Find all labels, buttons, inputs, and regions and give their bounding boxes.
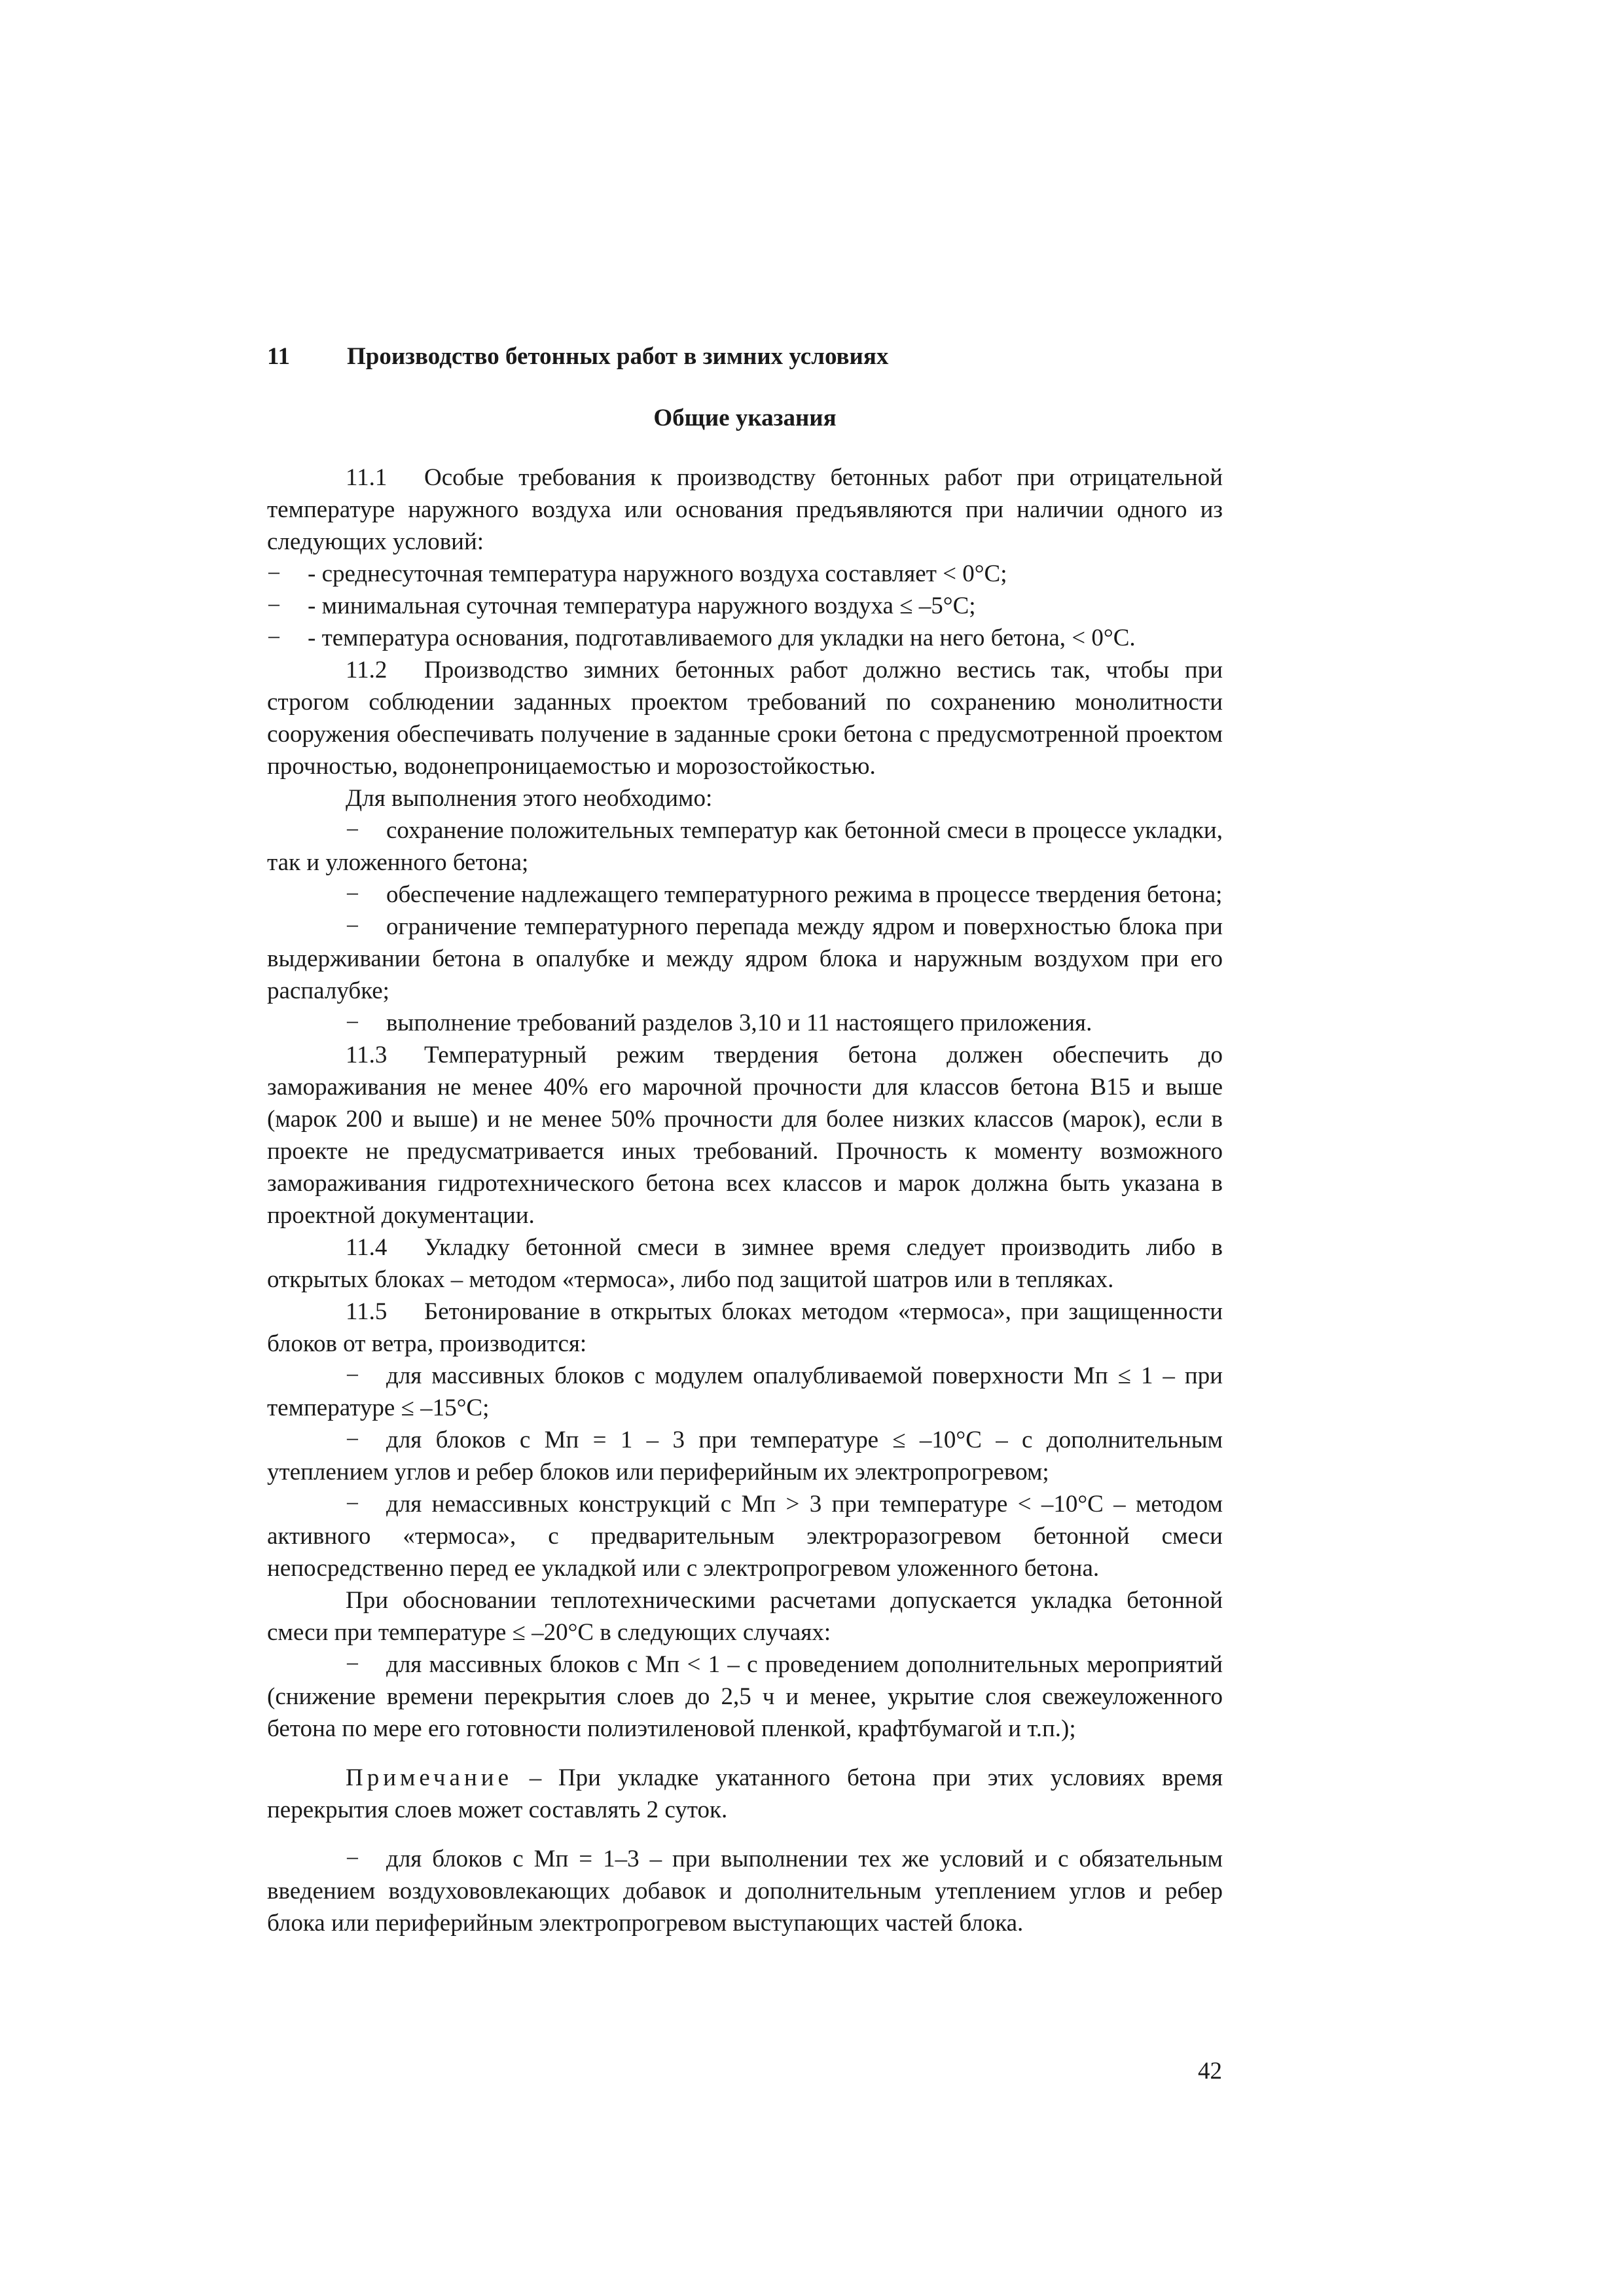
list-intro: Для выполнения этого необходимо: [346, 785, 713, 812]
page-number: 42 [1198, 2058, 1222, 2085]
list-item-text: обеспечение надлежащего температурного режима в процессе твердения бетона; [386, 881, 1223, 908]
list-item-text: - температура основания, подготавливаемого для укладки на него бетона, < 0°С. [308, 625, 1136, 651]
list-item-text: для блоков с Мп = 1–3 – при выполнении тех же условий и с обязательным введением воздухововлекающих добавок и дополнительным утеплением углов и ребер блока или периферийным электропрогревом выступающих частей блока. [267, 1846, 1223, 1937]
list-item [267, 1424, 1223, 1488]
clause-number: 11.1 [346, 464, 388, 491]
clause-11-5 [267, 1296, 1223, 1360]
clause-11-1 [267, 462, 1223, 558]
list-item [267, 1007, 1223, 1039]
clause-11-2 [267, 654, 1223, 782]
list-item [267, 1360, 1223, 1424]
dash-marker: − [346, 1846, 359, 1872]
dash-marker: − [267, 625, 281, 651]
clause-11-3 [267, 1039, 1223, 1231]
conditions-paragraph: При обосновании теплотехническими расчетами допускается укладка бетонной смеси при температуре ≤ –20°С в следующих случаях: [267, 1587, 1223, 1646]
clause-number: 11.4 [346, 1234, 388, 1261]
dash-marker: − [346, 817, 359, 844]
clause-text: Производство зимних бетонных работ должно вестись так, чтобы при строгом соблюдении заданных проектом требований по сохранению монолитности сооружения обеспечивать получение в заданные сроки бетона с предусмотренной проектом прочностью, водонепроницаемостью и морозостойкостью. [267, 657, 1223, 780]
list-item [267, 1843, 1223, 1939]
subsection-title: Общие указания [653, 405, 837, 431]
list-item-text: для массивных блоков с Мп < 1 – с проведением дополнительных мероприятий (снижение времени перекрытия слоев до 2,5 ч и менее, укрытие слоя свежеуложенного бетона по мере его готовности полиэтиленовой пленкой, крафтбумагой и т.п.); [267, 1651, 1223, 1742]
list-item-text: - среднесуточная температура наружного воздуха составляет < 0°С; [308, 560, 1007, 587]
list-item [267, 814, 1223, 879]
list-item-text: для немассивных конструкций с Мп > 3 при температуре < –10°С – методом активного «термоса», с предварительным электроразогревом бетонной смеси непосредственно перед ее укладкой или с электропрогревом уложенного бетона. [267, 1491, 1223, 1582]
list-item-text: выполнение требований разделов 3,10 и 11 настоящего приложения. [386, 1010, 1092, 1036]
dash-marker: − [346, 1427, 359, 1453]
list-item-text: - минимальная суточная температура наружного воздуха ≤ –5°С; [308, 592, 976, 619]
list-item-text: сохранение положительных температур как бетонной смеси в процессе укладки, так и уложенного бетона; [267, 817, 1223, 876]
dash-marker: − [346, 1651, 359, 1678]
dash-marker: − [346, 1491, 359, 1518]
list-item-text: для блоков с Мп = 1 – 3 при температуре ≤ –10°С – с дополнительным утеплением углов и ребер блоков или периферийным их электропрогревом; [267, 1427, 1223, 1485]
list-item [267, 622, 1223, 654]
list-item [267, 1649, 1223, 1745]
list-item-text: ограничение температурного перепада между ядром и поверхностью блока при выдерживании бетона в опалубке и между ядром блока и наружным воздухом при его распалубке; [267, 913, 1223, 1004]
clause-number: 11.3 [346, 1042, 388, 1068]
section-title: Производство бетонных работ в зимних условиях [347, 343, 889, 370]
clause-11-4 [267, 1231, 1223, 1296]
dash-marker: − [346, 1362, 359, 1389]
list-item [267, 879, 1223, 911]
dash-marker: − [346, 881, 359, 908]
section-number: 11 [267, 343, 290, 370]
section-heading [267, 340, 1223, 373]
clause-text: Бетонирование в открытых блоках методом «термоса», при защищенности блоков от ветра, производится: [267, 1298, 1223, 1357]
dash-marker: − [267, 592, 281, 619]
list-item-text: для массивных блоков с модулем опалубливаемой поверхности Мп ≤ 1 – при температуре ≤ –15°С; [267, 1362, 1223, 1421]
note-label: Примечание [346, 1764, 513, 1791]
clause-text: Укладку бетонной смеси в зимнее время следует производить либо в открытых блоках – методом «термоса», либо под защитой шатров или в тепляках. [267, 1234, 1223, 1293]
clause-text: Особые требования к производству бетонных работ при отрицательной температуре наружного воздуха или основания предъявляются при наличии одного из следующих условий: [267, 464, 1223, 555]
list-item [267, 911, 1223, 1007]
page-content [267, 340, 1223, 1939]
list-item [267, 1488, 1223, 1584]
clause-number: 11.5 [346, 1298, 388, 1325]
dash-marker: − [346, 913, 359, 940]
note [267, 1762, 1223, 1826]
list-item [267, 590, 1223, 622]
note-text: – При укладке укатанного бетона при этих условиях время перекрытия слоев может составлять 2 суток. [267, 1764, 1223, 1823]
clause-number: 11.2 [346, 657, 388, 683]
dash-marker: − [267, 560, 281, 587]
list-item [267, 558, 1223, 590]
dash-marker: − [346, 1010, 359, 1036]
clause-text: Температурный режим твердения бетона должен обеспечить до замораживания не менее 40% его марочной прочности для классов бетона В15 и выше (марок 200 и выше) и не менее 50% прочности для более низких классов (марок), если в проекте не предусматривается иных требований. Прочность к моменту возможного замораживания гидротехнического бетона всех классов и марок должна быть указана в проектной документации. [267, 1042, 1223, 1229]
